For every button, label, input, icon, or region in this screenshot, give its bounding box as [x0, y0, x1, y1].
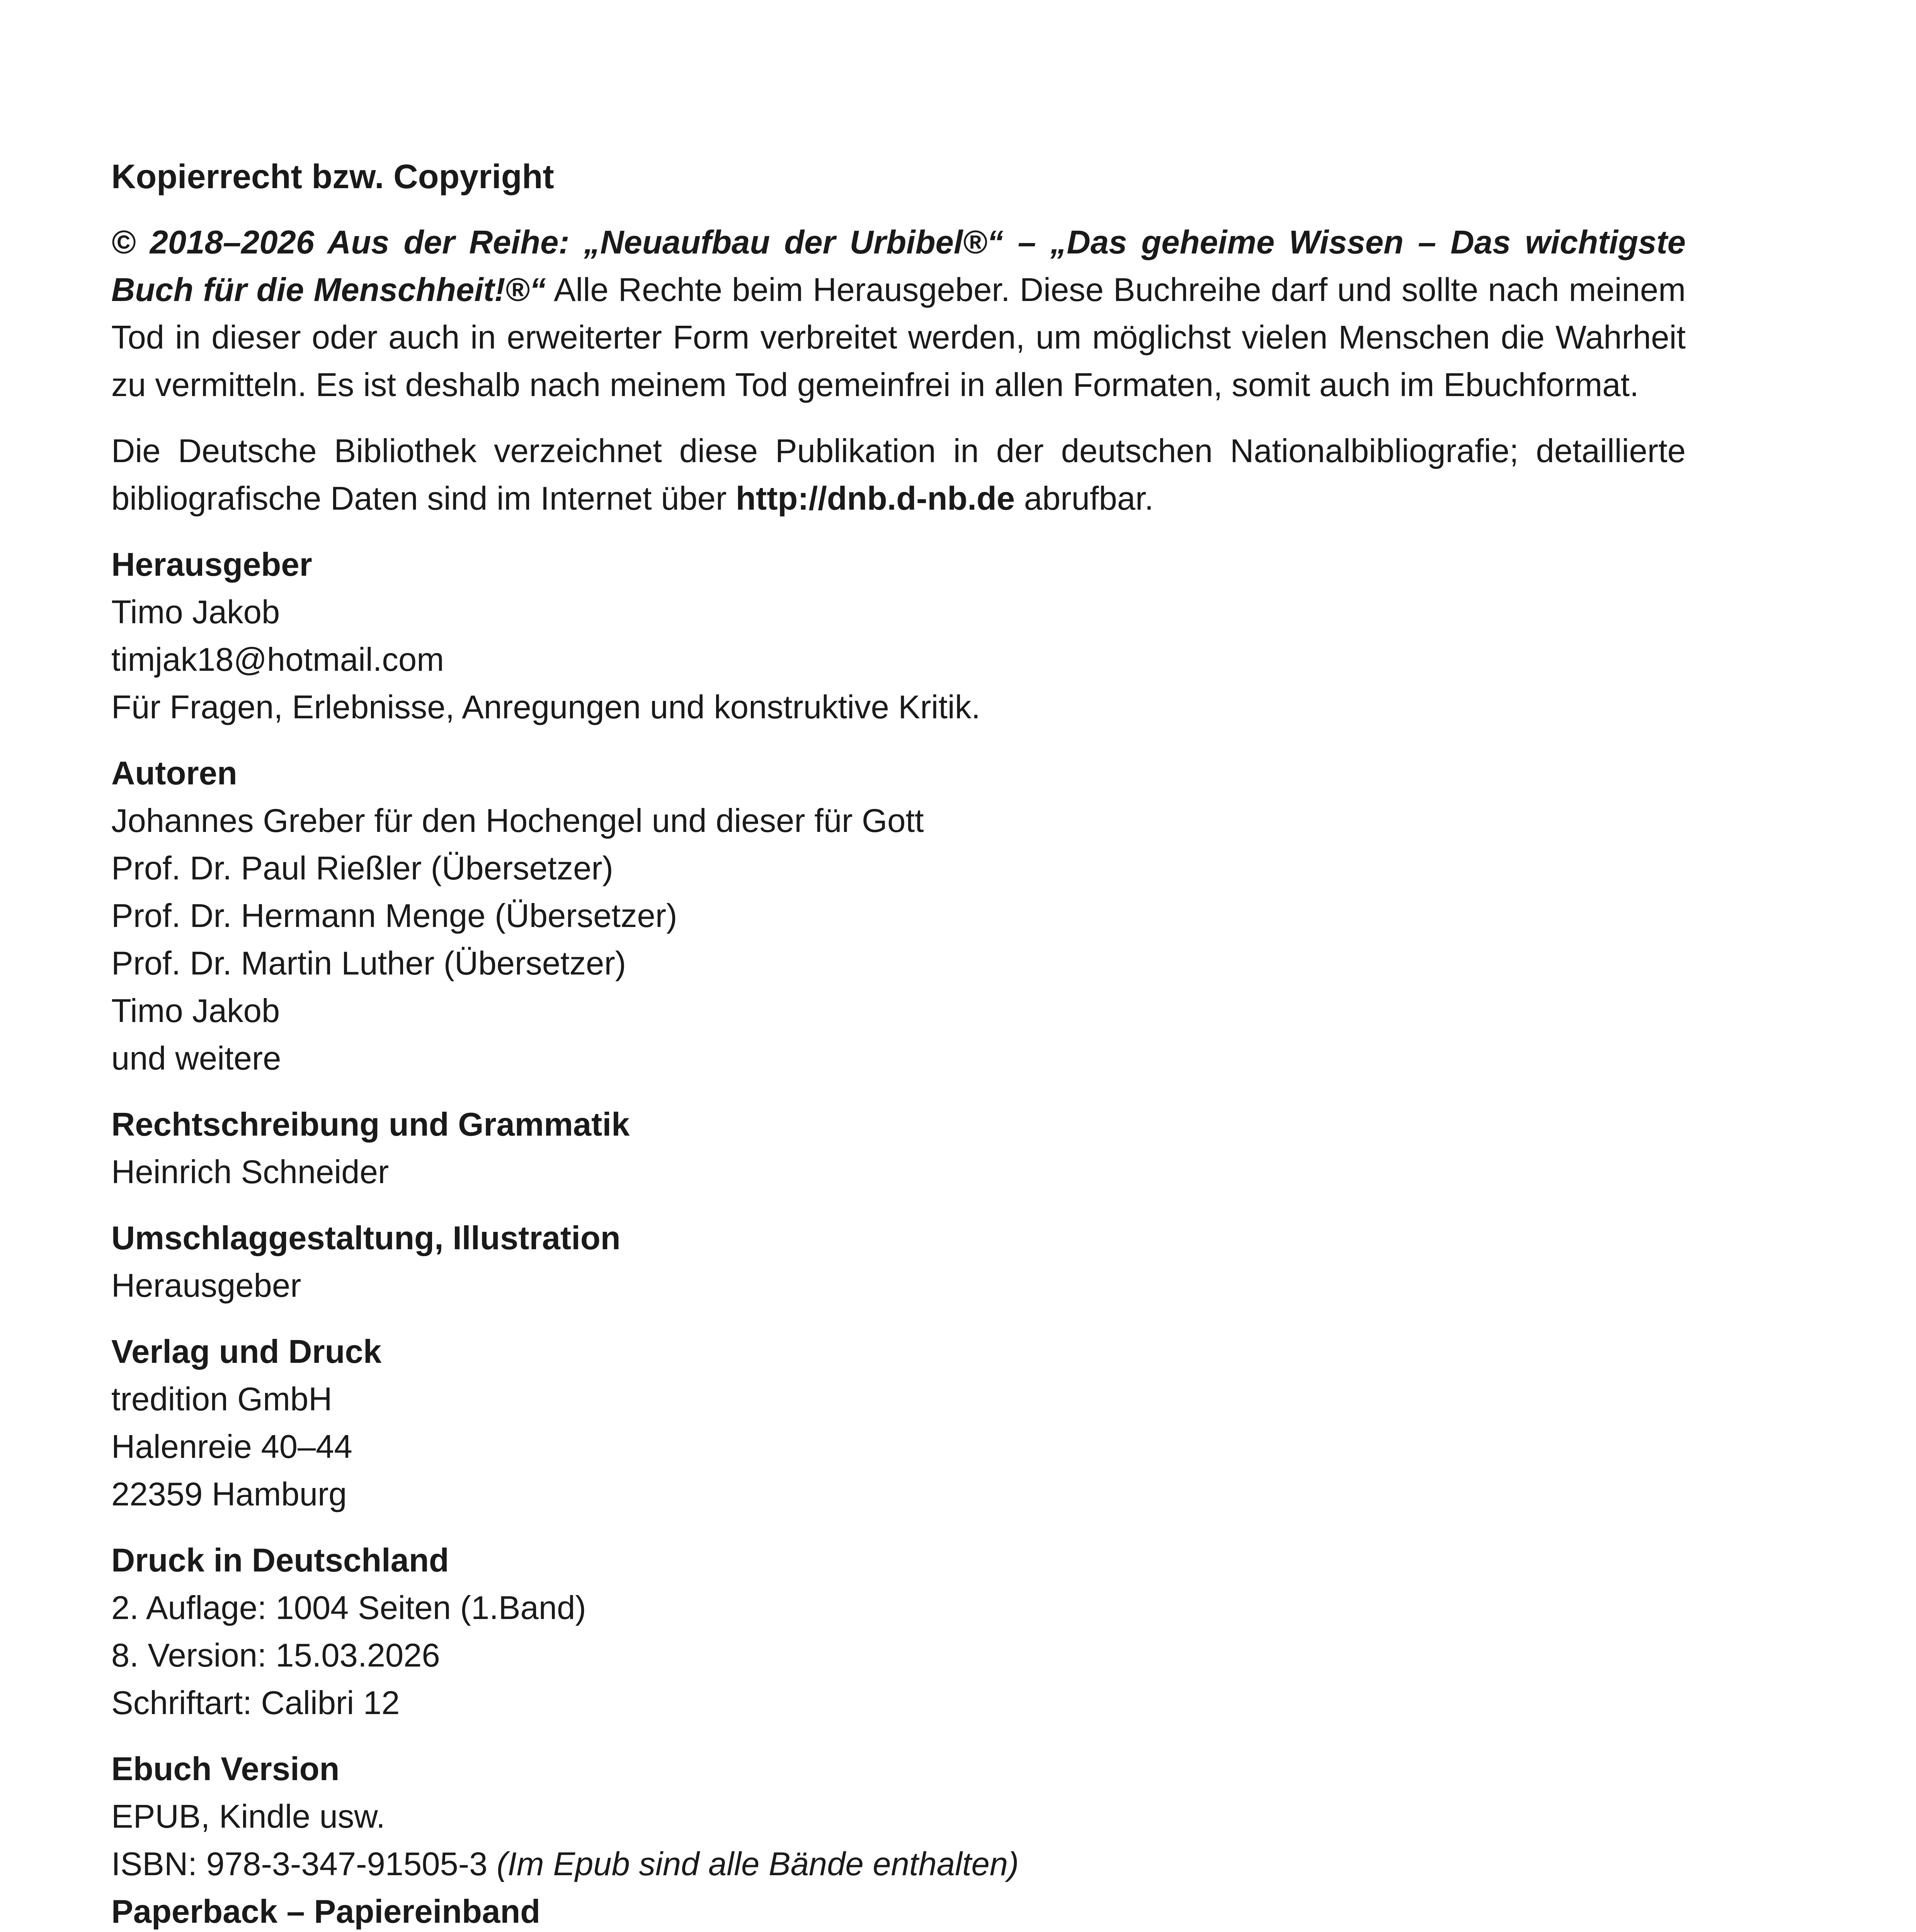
- authors-heading: Autoren: [111, 755, 237, 792]
- ebook-isbn-line: [111, 1840, 1686, 1888]
- author-line: Prof. Dr. Paul Rießler (Übersetzer): [111, 850, 613, 887]
- dnb-paragraph: [111, 427, 1686, 522]
- print-germany-section: [111, 1537, 1686, 1727]
- main-content: [111, 153, 1686, 1932]
- rights-text: Alle Rechte beim Herausgeber. Diese Buchreihe darf und sollte nach meinem Tod in dieser oder auch in erweiterter Form verbreitet werden, um möglichst vielen Menschen die Wahrheit zu vermitteln. Es ist deshalb nach meinem Tod gemeinfrei in allen Formaten, somit auch im Ebuchformat.: [111, 272, 1686, 403]
- cover-section: [111, 1214, 1686, 1310]
- author-line: Prof. Dr. Hermann Menge (Übersetzer): [111, 898, 677, 934]
- author-line: Prof. Dr. Martin Luther (Übersetzer): [111, 945, 626, 982]
- author-line: Johannes Greber für den Hochengel und dieser für Gott: [111, 803, 924, 839]
- publisher-heading: Herausgeber: [111, 546, 312, 583]
- printer-heading: Verlag und Druck: [111, 1333, 382, 1370]
- dnb-url: http://dnb.d-nb.de: [735, 480, 1015, 517]
- print-info-line: 2. Auflage: 1004 Seiten (1.Band): [111, 1590, 586, 1626]
- publisher-email: timjak18@hotmail.com: [111, 641, 444, 678]
- print-germany-heading: Druck in Deutschland: [111, 1542, 449, 1579]
- print-info-line: 8. Version: 15.03.2026: [111, 1637, 440, 1674]
- spelling-section: [111, 1101, 1686, 1196]
- authors-section: [111, 750, 1686, 1082]
- publisher-note: Für Fragen, Erlebnisse, Anregungen und konstruktive Kritik.: [111, 689, 980, 726]
- ebook-heading: Ebuch Version: [111, 1751, 340, 1787]
- series-title: © 2018–2026 Aus der Reihe: „Neuaufbau der Urbibel®“ – „Das geheime Wissen – Das wichtigste Buch für die Menschheit!®“: [111, 224, 1686, 308]
- publisher-section: [111, 541, 1686, 731]
- ebook-isbn: ISBN: 978-3-347-91505-3: [111, 1846, 497, 1883]
- copyright-paragraph: [111, 219, 1686, 409]
- ebook-section: [111, 1745, 1686, 1932]
- spelling-heading: Rechtschreibung und Grammatik: [111, 1106, 630, 1143]
- publisher-name: Timo Jakob: [111, 594, 280, 631]
- cover-heading: Umschlaggestaltung, Illustration: [111, 1220, 621, 1257]
- printer-line: 22359 Hamburg: [111, 1476, 347, 1513]
- printer-line: tredition GmbH: [111, 1381, 332, 1418]
- dnb-text-after: abrufbar.: [1015, 480, 1154, 517]
- paperback-heading: Paperback – Papiereinband: [111, 1893, 541, 1930]
- author-line: und weitere: [111, 1040, 281, 1077]
- dnb-text-before: Die Deutsche Bibliothek verzeichnet diese Publikation in der deutschen Nationalbibliografie; detaillierte bibliografische Daten sind im Internet über: [111, 433, 1686, 517]
- ebook-isbn-note: (Im Epub sind alle Bände enthalten): [497, 1846, 1019, 1883]
- printer-section: [111, 1328, 1686, 1518]
- page-title: Kopierrecht bzw. Copyright: [111, 157, 554, 196]
- spelling-name: Heinrich Schneider: [111, 1154, 389, 1190]
- ebook-format: EPUB, Kindle usw.: [111, 1798, 385, 1835]
- print-info-line: Schriftart: Calibri 12: [111, 1685, 400, 1721]
- cover-name: Herausgeber: [111, 1267, 301, 1304]
- printer-line: Halenreie 40–44: [111, 1429, 352, 1465]
- author-line: Timo Jakob: [111, 993, 280, 1029]
